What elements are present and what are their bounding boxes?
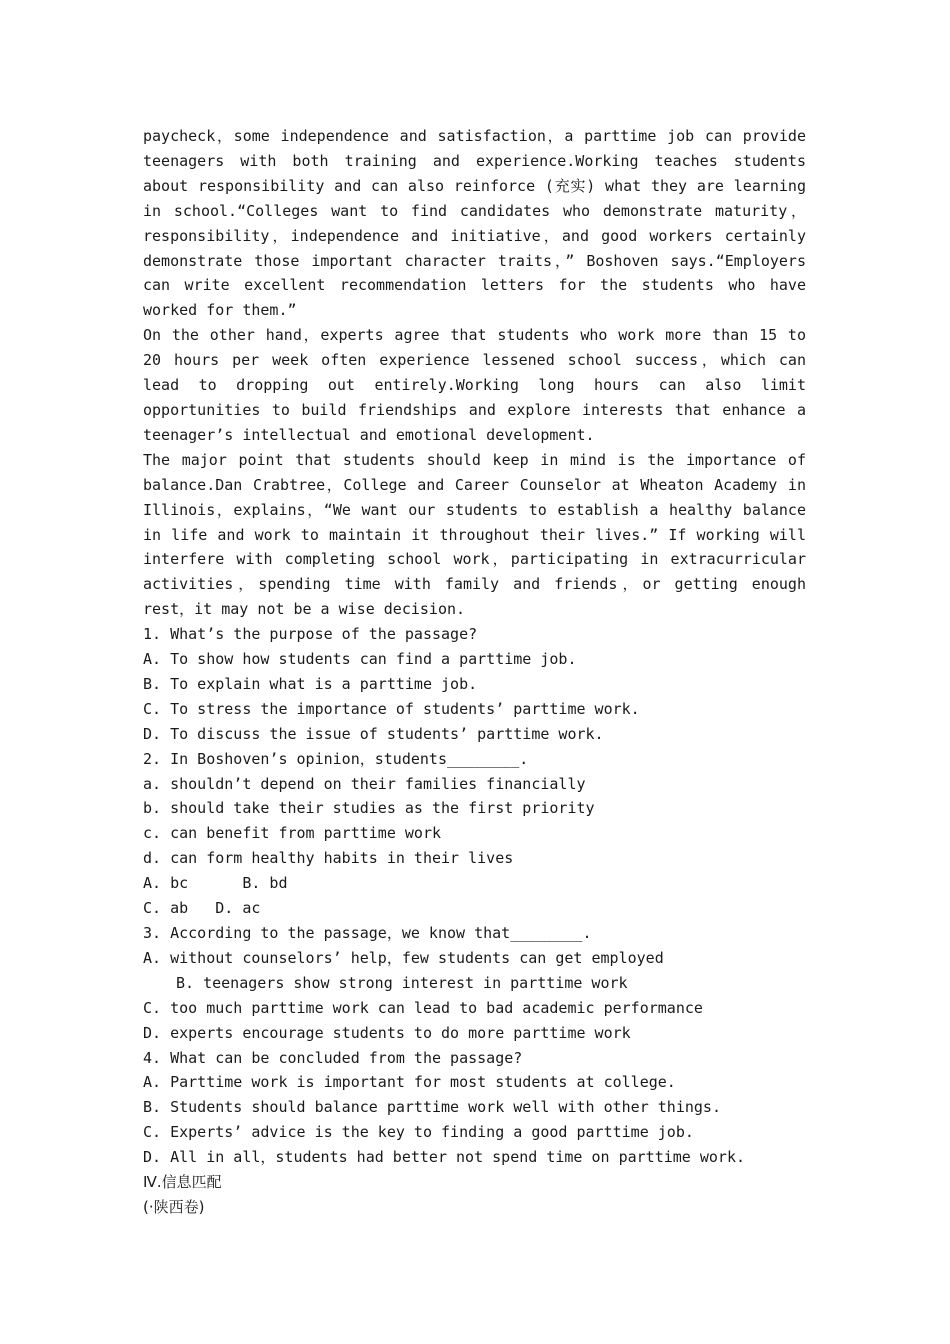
question-1-stem: 1. What’s the purpose of the passage?	[143, 625, 478, 644]
question-2-options-row-1: A. bc B. bd	[143, 874, 288, 893]
question-2-stem: 2. In Boshoven’s opinion，students________.	[143, 749, 529, 768]
document-page	[143, 124, 806, 1220]
passage-paragraph-3: The major point that students should keep in mind is the importance of balance.Dan Crabtree，College and Career Counselor at Wheaton Academy in Illinois，explains，“We want our students to establish a healthy balance in life and work to maintain it throughout their lives.” If working will interfere with completing school work，participating in extracurricular activities，spending time with family and friends，or getting enough rest，it may not be a wise decision.	[143, 450, 806, 619]
question-4-option-b: B. Students should balance parttime work well with other things.	[143, 1098, 721, 1117]
question-1-option-a: A. To show how students can find a parttime job.	[143, 650, 577, 669]
question-4-option-c: C. Experts’ advice is the key to finding a good parttime job.	[143, 1123, 694, 1142]
question-3-option-b: B. teenagers show strong interest in parttime work	[176, 973, 628, 992]
question-1-option-d: D. To discuss the issue of students’ parttime work.	[143, 724, 604, 743]
question-2-options-row-2: C. ab D. ac	[143, 899, 261, 918]
question-3-option-d: D. experts encourage students to do more parttime work	[143, 1023, 631, 1042]
passage-paragraph-1: paycheck，some independence and satisfaction，a parttime job can provide teenagers with both training and experience.Working teaches students about responsibility and can also reinforce (充实) what they are learning in school.“Colleges want to find candidates who demonstrate maturity，responsibility，independence and initiative，and good workers certainly demonstrate those important character traits，” Boshoven says.“Employers can write excellent recommendation letters for the students who have worked for them.”	[143, 127, 806, 320]
question-3-stem: 3. According to the passage，we know that________.	[143, 924, 592, 942]
question-4-stem: 4. What can be concluded from the passage?	[143, 1048, 523, 1067]
question-4-option-a: A. Parttime work is important for most students at college.	[143, 1073, 676, 1092]
question-1-option-b: B. To explain what is a parttime job.	[143, 674, 478, 693]
section-source: (·陕西卷)	[143, 1197, 205, 1216]
section-heading: Ⅳ.信息匹配	[143, 1173, 222, 1192]
question-2-statement-d: d. can form healthy habits in their lives	[143, 849, 514, 868]
question-3-option-a: A. without counselors’ help，few students can get employed	[143, 948, 664, 967]
question-4-option-d: D. All in all，students had better not spend time on parttime work.	[143, 1148, 745, 1167]
question-3-option-c: C. too much parttime work can lead to bad academic performance	[143, 998, 703, 1017]
question-1-option-c: C. To stress the importance of students’ parttime work.	[143, 699, 640, 718]
question-2-statement-c: c. can benefit from parttime work	[143, 824, 442, 843]
passage-paragraph-2: On the other hand，experts agree that students who work more than 15 to 20 hours per week often experience lessened school success，which can lead to dropping out entirely.Working long hours can also limit opportunities to build friendships and explore interests that enhance a teenager’s intellectual and emotional development.	[143, 326, 806, 444]
question-2-statement-b: b. should take their studies as the first priority	[143, 799, 595, 818]
question-2-statement-a: a. shouldn’t depend on their families financially	[143, 774, 586, 793]
